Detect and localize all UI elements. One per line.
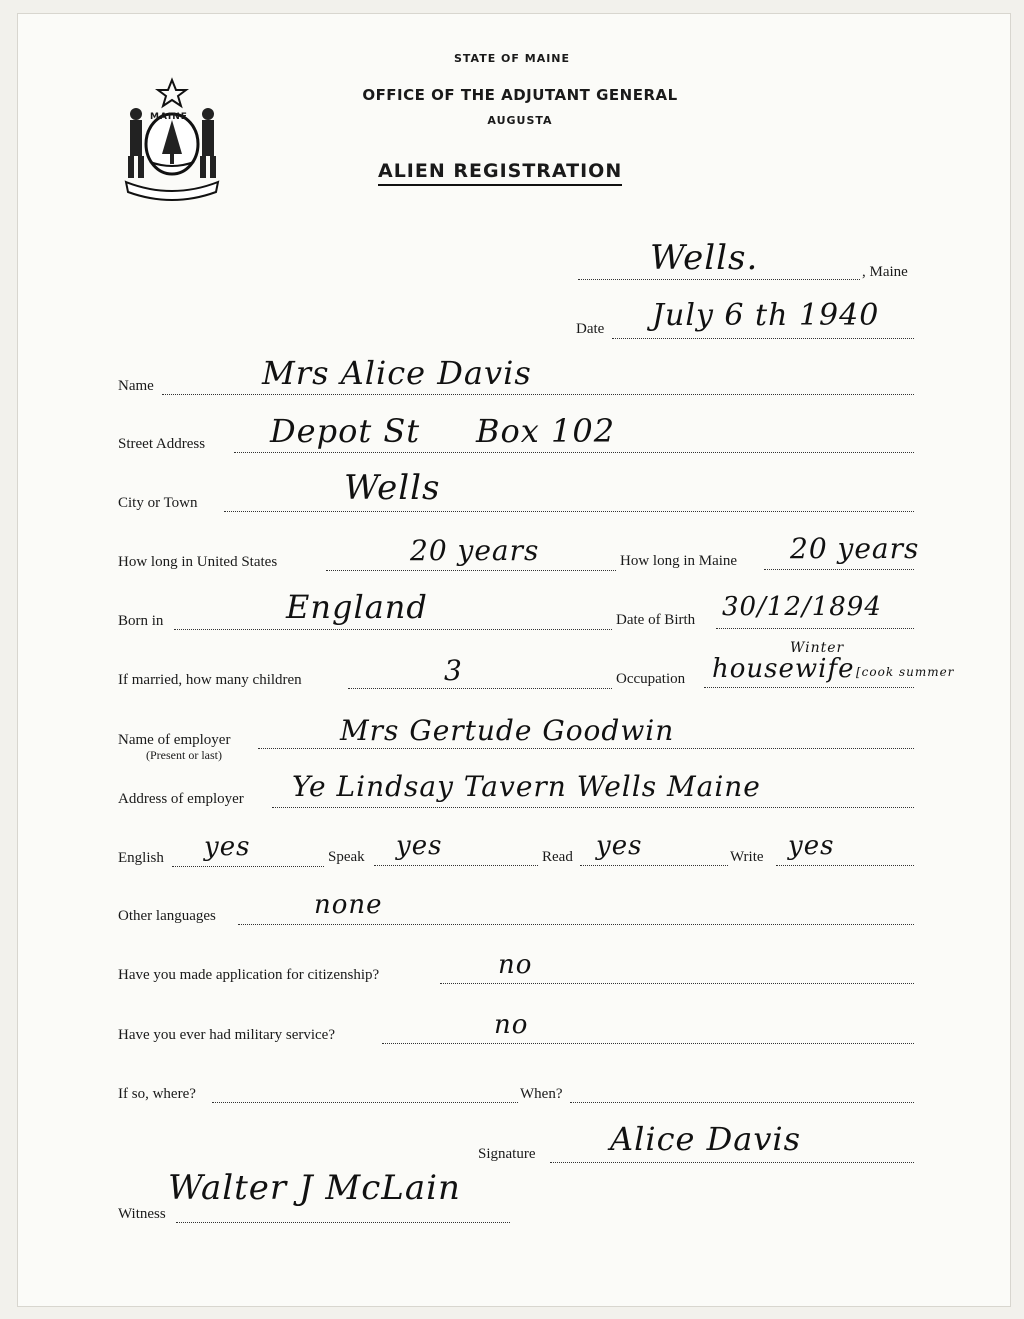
other-languages-label: Other languages <box>118 908 216 924</box>
signature-value: Alice Davis <box>610 1120 802 1158</box>
military-value: no <box>494 1010 529 1040</box>
employer-address-value: Ye Lindsay Tavern Wells Maine <box>292 770 761 803</box>
city-heading: AUGUSTA <box>487 114 553 127</box>
write-value: yes <box>788 831 835 861</box>
maine-suffix: , Maine <box>862 264 908 280</box>
how-long-maine-value: 20 years <box>790 532 920 565</box>
date-of-birth-line <box>716 628 914 629</box>
read-value: yes <box>596 831 643 861</box>
city-label: City or Town <box>118 495 198 511</box>
employer-address-label: Address of employer <box>118 791 244 807</box>
city-line <box>224 511 914 512</box>
read-label: Read <box>542 849 573 865</box>
how-long-us-value: 20 years <box>410 534 540 567</box>
english-label: English <box>118 850 164 866</box>
speak-line <box>374 865 538 866</box>
where-line <box>212 1102 518 1103</box>
other-languages-line <box>238 924 914 925</box>
speak-label: Speak <box>328 849 365 865</box>
military-line <box>382 1043 914 1044</box>
how-long-maine-label: How long in Maine <box>620 553 738 569</box>
speak-value: yes <box>396 831 443 861</box>
town-value: Wells. <box>650 238 759 278</box>
witness-label: Witness <box>118 1206 166 1222</box>
when-line <box>570 1102 914 1103</box>
street-address-value: Depot St Box 102 <box>270 412 616 450</box>
occupation-value: housewife <box>712 654 855 684</box>
seal-banner-text: MAINE <box>150 112 188 122</box>
state-heading: STATE OF MAINE <box>453 52 571 65</box>
write-line <box>776 865 914 866</box>
date-of-birth-value: 30/12/1894 <box>722 592 882 622</box>
how-long-maine-line <box>764 569 914 570</box>
occupation-note-above: Winter <box>790 640 845 656</box>
employer-label: Name of employer <box>118 732 231 748</box>
children-line <box>348 688 612 689</box>
date-of-birth-label: Date of Birth <box>616 612 696 628</box>
city-value: Wells <box>344 468 441 508</box>
other-languages-value: none <box>314 890 383 920</box>
military-label: Have you ever had military service? <box>118 1027 335 1043</box>
signature-label: Signature <box>478 1146 536 1162</box>
when-label: When? <box>520 1086 563 1102</box>
write-label: Write <box>730 849 764 865</box>
born-in-line <box>174 629 612 630</box>
where-label: If so, where? <box>118 1086 196 1102</box>
date-label: Date <box>576 321 605 337</box>
citizenship-value: no <box>498 950 533 980</box>
town-line <box>578 279 860 280</box>
occupation-label: Occupation <box>616 671 686 687</box>
read-line <box>580 865 728 866</box>
form-page <box>18 14 1010 1306</box>
occupation-line <box>704 687 914 688</box>
english-line <box>172 866 324 867</box>
children-value: 3 <box>444 654 463 687</box>
witness-line <box>176 1222 510 1223</box>
citizenship-line <box>440 983 914 984</box>
born-in-label: Born in <box>118 613 164 629</box>
employer-address-line <box>272 807 914 808</box>
date-value: July 6 th 1940 <box>652 298 880 333</box>
date-line <box>612 338 914 339</box>
occupation-note-side: [cook summer <box>856 665 955 679</box>
signature-line <box>550 1162 914 1163</box>
employer-line <box>258 748 914 749</box>
employer-sublabel: (Present or last) <box>146 748 222 762</box>
english-value: yes <box>204 832 251 862</box>
name-label: Name <box>118 378 154 394</box>
name-value: Mrs Alice Davis <box>262 354 532 392</box>
children-label: If married, how many children <box>118 672 302 688</box>
how-long-us-line <box>326 570 616 571</box>
witness-signature: Walter J McLain <box>168 1168 461 1208</box>
street-address-label: Street Address <box>118 436 206 452</box>
how-long-us-label: How long in United States <box>118 554 278 570</box>
born-in-value: England <box>286 588 428 626</box>
name-line <box>162 394 914 395</box>
form-title: ALIEN REGISTRATION <box>378 160 622 186</box>
citizenship-label: Have you made application for citizenship? <box>118 967 380 983</box>
street-address-line <box>234 452 914 453</box>
employer-value: Mrs Gertude Goodwin <box>340 714 675 747</box>
office-heading: OFFICE OF THE ADJUTANT GENERAL <box>362 86 678 104</box>
